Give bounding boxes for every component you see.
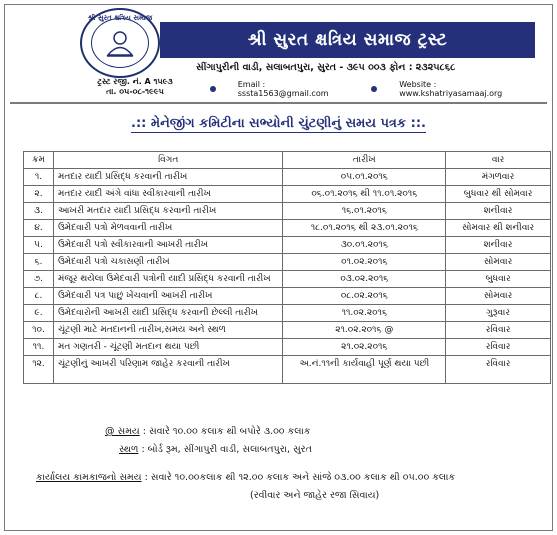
trust-logo-seal bbox=[80, 8, 160, 78]
row-detail: ચૂંટણી માટે મતદાનની તારીખ,સમય અને સ્થળ bbox=[53, 322, 283, 339]
row-day: રવિવાર bbox=[446, 356, 551, 384]
table-header-row bbox=[24, 152, 551, 169]
election-schedule-table bbox=[23, 151, 551, 384]
row-day: સોમવાર થી શનીવાર bbox=[446, 220, 551, 237]
polling-place-line bbox=[119, 444, 312, 455]
col-header-day: વાર bbox=[446, 152, 551, 169]
table-row bbox=[24, 169, 551, 186]
row-day: રવિવાર bbox=[446, 339, 551, 356]
row-detail: મત ગણતરી - ચૂંટણી મતદાન થયા પછી bbox=[53, 339, 283, 356]
row-detail: આખરી મતદાર યાદી પ્રસિદ્ધ કરવાની તારીખ bbox=[53, 203, 283, 220]
col-header-date: તારીખ bbox=[283, 152, 446, 169]
row-date: અ.નં.૧૧ની કાર્યવાહી પૂર્ણ થયા પછી bbox=[283, 356, 446, 384]
row-date: ૨૧.૦૨.૨૦૧૬ @ bbox=[283, 322, 446, 339]
table-row bbox=[24, 203, 551, 220]
office-hours-line bbox=[36, 472, 455, 483]
table-row bbox=[24, 288, 551, 305]
row-date: ૦૫.૦૧.૨૦૧૬ bbox=[283, 169, 446, 186]
row-date: ૦૬.૦૧.૨૦૧૬ થી ૧૧.૦૧.૨૦૧૬ bbox=[283, 186, 446, 203]
row-date: ૧૬.૦૧.૨૦૧૬ bbox=[283, 203, 446, 220]
row-detail: મતદાર યાદી પ્રસિદ્ધ કરવાની તારીખ bbox=[53, 169, 283, 186]
table-row bbox=[24, 356, 551, 384]
table-row bbox=[24, 237, 551, 254]
row-serial: ૧૧. bbox=[24, 339, 54, 356]
email-text: Email : sssta1563@gmail.com bbox=[237, 80, 329, 98]
row-date: ૦૧.૦૨.૨૦૧૬ bbox=[283, 254, 446, 271]
table-row bbox=[24, 220, 551, 237]
row-date: ૩૦.૦૧.૨૦૧૬ bbox=[283, 237, 446, 254]
row-date: ૦૮.૦૨.૨૦૧૬ bbox=[283, 288, 446, 305]
table-row bbox=[24, 271, 551, 288]
row-date: ૧૮.૦૧.૨૦૧૬ થી ૨૩.૦૧.૨૦૧૬ bbox=[283, 220, 446, 237]
row-serial: ૧૦. bbox=[24, 322, 54, 339]
row-serial: ૪. bbox=[24, 220, 54, 237]
row-day: શનીવાર bbox=[446, 237, 551, 254]
table-row bbox=[24, 305, 551, 322]
row-detail: ઉમેદવારી પત્ર પાછું ખેંચવાની આખરી તારીખ bbox=[53, 288, 283, 305]
row-date: ૧૧.૦૨.૨૦૧૬ bbox=[283, 305, 446, 322]
contact-row bbox=[196, 80, 536, 98]
row-date: ૨૧.૦૨.૨૦૧૬ bbox=[283, 339, 446, 356]
table-row bbox=[24, 186, 551, 203]
row-serial: ૬. bbox=[24, 254, 54, 271]
registration-number: ટ્રસ્ટ રજી. નં. A ૧૫૯૩ bbox=[97, 77, 173, 86]
row-date: ૦૩.૦૨.૨૦૧૬ bbox=[283, 271, 446, 288]
deity-emblem-icon bbox=[103, 28, 137, 58]
row-detail: મતદાર યાદી અંગે વાંધા સ્વીકારવાની તારીખ bbox=[53, 186, 283, 203]
header-divider bbox=[10, 102, 547, 104]
row-day: મંગળવાર bbox=[446, 169, 551, 186]
row-day: શનીવાર bbox=[446, 203, 551, 220]
bullet-icon bbox=[210, 86, 216, 92]
polling-time-line bbox=[105, 426, 310, 437]
row-detail: ઉમેદવારોની આખરી યાદી પ્રસિદ્ધ કરવાની છેલ્લી તારીખ bbox=[53, 305, 283, 322]
col-header-detail: વિગત bbox=[53, 152, 283, 169]
bullet-icon bbox=[371, 86, 377, 92]
document-heading-text: .:: મેનેજીંગ કમિટીના સભ્યોની ચુંટણીનું સમય પત્રક ::. bbox=[131, 116, 426, 131]
logo-lettering: શ્રી સુરત ક્ષત્રિય સમાજ bbox=[87, 14, 153, 22]
row-detail: ઉમેદવારી પત્રો સ્વીકારવાની આખરી તારીખ bbox=[53, 237, 283, 254]
table-row bbox=[24, 339, 551, 356]
row-detail: મંજૂર થયેલા ઉમેદવારી પત્રોની યાદી પ્રસિદ્ધ કરવાની તારીખ bbox=[53, 271, 283, 288]
office-hours-value: : સવારે ૧૦.૦૦કલાક થી ૧૨.૦૦ કલાક અને સાંજે ૦૩.૦૦ કલાક થી ૦૫.૦૦ કલાક bbox=[144, 472, 456, 483]
row-day: બુધવાર bbox=[446, 271, 551, 288]
table-row bbox=[24, 322, 551, 339]
row-serial: ૧૨. bbox=[24, 356, 54, 384]
row-serial: ૨. bbox=[24, 186, 54, 203]
row-serial: ૯. bbox=[24, 305, 54, 322]
row-detail: ઉમેદવારી પત્રો મેળવવાની તારીખ bbox=[53, 220, 283, 237]
row-serial: ૩. bbox=[24, 203, 54, 220]
registration-date: તા. ૦૫-૦૮-૧૯૯૫ bbox=[106, 87, 164, 96]
trust-address: સીંગાપુરીની વાડી, સલાબતપુરા, સુરત - ૩૯૫ ૦૦૩ ફોન : ૨૩૨૫૮૬૮ bbox=[196, 62, 456, 73]
row-serial: ૧. bbox=[24, 169, 54, 186]
col-header-serial: ક્રમ bbox=[24, 152, 54, 169]
table-row bbox=[24, 254, 551, 271]
polling-time-value: : સવારે ૧૦.૦૦ કલાક થી બપોરે ૩.૦૦ કલાક bbox=[142, 426, 311, 437]
office-hours-label: કાર્યાલય કામકાજનો સમય bbox=[36, 472, 142, 483]
row-day: ગુરૂવાર bbox=[446, 305, 551, 322]
row-detail: ઉમેદવારી પત્રો ચકાસણી તારીખ bbox=[53, 254, 283, 271]
row-day: સોમવાર bbox=[446, 288, 551, 305]
trust-registration bbox=[80, 77, 190, 97]
row-day: રવિવાર bbox=[446, 322, 551, 339]
website-text: Website : www.kshatriyasamaaj.org bbox=[399, 80, 503, 98]
document-heading bbox=[0, 116, 557, 131]
row-serial: ૭. bbox=[24, 271, 54, 288]
row-detail: ચૂંટણીનું આખરી પરિણામ જાહેર કરવાની તારીખ bbox=[53, 356, 283, 384]
polling-place-value: : બોર્ડ રૂમ, સીંગાપુરી વાડી, સલાબતપુરા, સુરત bbox=[141, 444, 312, 455]
polling-time-label: @ સમય bbox=[105, 426, 140, 437]
logo-emblem-icon bbox=[91, 18, 149, 68]
row-serial: ૫. bbox=[24, 237, 54, 254]
row-serial: ૮. bbox=[24, 288, 54, 305]
polling-place-label: સ્થળ bbox=[119, 444, 139, 455]
office-hours-note: (રવીવાર અને જાહેર રજા સિવાય) bbox=[250, 490, 380, 501]
row-day: સોમવાર bbox=[446, 254, 551, 271]
trust-title-banner: શ્રી સુરત ક્ષત્રિય સમાજ ટ્રસ્ટ bbox=[160, 22, 535, 58]
row-day: બુધવાર થી સોમવાર bbox=[446, 186, 551, 203]
